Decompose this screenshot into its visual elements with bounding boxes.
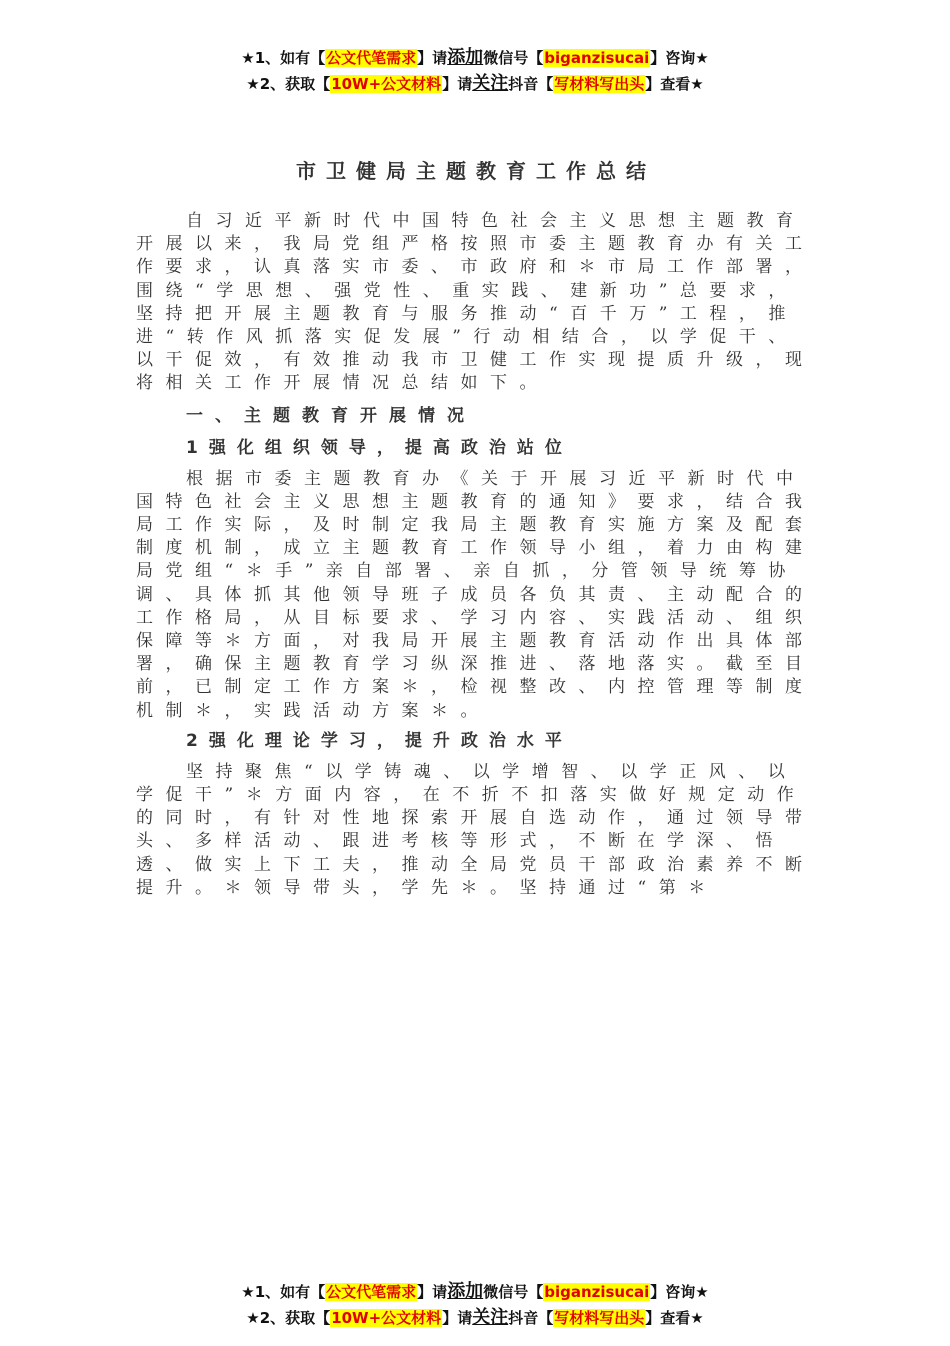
subsection-heading: 1强化组织领导，提高政治站位: [186, 437, 573, 458]
banner-text: 】咨询★: [650, 1283, 709, 1301]
banner-emphasis: 添加: [447, 47, 484, 68]
banner-text: 】查看★: [645, 1309, 704, 1327]
banner-line-2: [0, 71, 950, 97]
intro-paragraph: 自习近平新时代中国特色社会主义思想主题教育开展以来，我局党组严格按照市委主题教育办有关工作要求，认真落实市委、市政府和＊市局工作部署，围绕“学思想、强党性、重实践、建新功”总要求，坚持把开展主题教育与服务推动“百千万”工程，推进“转作风抓落实促发展”行动相结合，以学促干、以干促效，有效推动我市卫健工作实现提质升级，现将相关工作开展情况总结如下。: [136, 211, 815, 394]
banner-text: 微信号【: [483, 49, 544, 67]
banner-highlight: 公文代笔需求: [326, 49, 417, 67]
header-banner: [0, 45, 950, 97]
banner-highlight: biganzisucai: [544, 49, 650, 67]
banner-text: 】咨询★: [650, 49, 709, 67]
banner-text: 】请: [442, 1309, 473, 1327]
banner-text: ★2、获取【: [246, 75, 331, 93]
banner-emphasis: 关注: [472, 1307, 509, 1328]
banner-line-1: [0, 1279, 950, 1305]
banner-line-1: [0, 45, 950, 71]
document-title: 市卫健局主题教育工作总结: [296, 159, 656, 183]
banner-text: 抖音【: [508, 1309, 554, 1327]
banner-text: 抖音【: [508, 75, 554, 93]
banner-text: 】请: [417, 49, 448, 67]
banner-line-2: [0, 1305, 950, 1331]
banner-highlight: 10W+公文材料: [331, 1309, 442, 1327]
body-paragraph: 坚持聚焦“以学铸魂、以学增智、以学正风、以学促干”＊方面内容，在不折不扣落实做好规定动作的同时，有针对性地探索开展自选动作，通过领导带头、多样活动、跟进考核等形式，不断在学深、悟透、做实上下工夫，推动全局党员干部政治素养不断提升。＊领导带头，学先＊。坚持通过“第＊: [136, 761, 815, 898]
body-paragraph: 根据市委主题教育办《关于开展习近平新时代中国特色社会主义思想主题教育的通知》要求，结合我局工作实际，及时制定我局主题教育实施方案及配套制度机制，成立主题教育工作领导小组，着力由构建局党组“＊手”亲自部署、亲自抓，分管领导统筹协调、具体抓其他领导班子成员各负其责、主动配合的工作格局，从目标要求、学习内容、实践活动、组织保障等＊方面，对我局开展主题教育活动作出具体部署，确保主题教育学习纵深推进、落地落实。截至目前，已制定工作方案＊，检视整改、内控管理等制度机制＊，实践活动方案＊。: [136, 468, 815, 721]
banner-highlight: 10W+公文材料: [331, 75, 442, 93]
banner-highlight: 写材料写出头: [554, 1309, 645, 1327]
subsection-heading: 2强化理论学习，提升政治水平: [186, 730, 573, 751]
section-heading: 一、主题教育开展情况: [186, 405, 476, 426]
document-body: [136, 155, 816, 900]
banner-text: 】请: [417, 1283, 448, 1301]
banner-text: ★1、如有【: [241, 1283, 326, 1301]
footer-banner: [0, 1279, 950, 1331]
banner-emphasis: 添加: [447, 1281, 484, 1302]
banner-text: 】查看★: [645, 75, 704, 93]
banner-text: ★1、如有【: [241, 49, 326, 67]
banner-text: 微信号【: [483, 1283, 544, 1301]
banner-text: ★2、获取【: [246, 1309, 331, 1327]
banner-highlight: biganzisucai: [544, 1283, 650, 1301]
banner-highlight: 写材料写出头: [554, 75, 645, 93]
banner-highlight: 公文代笔需求: [326, 1283, 417, 1301]
banner-text: 】请: [442, 75, 473, 93]
banner-emphasis: 关注: [472, 73, 509, 94]
